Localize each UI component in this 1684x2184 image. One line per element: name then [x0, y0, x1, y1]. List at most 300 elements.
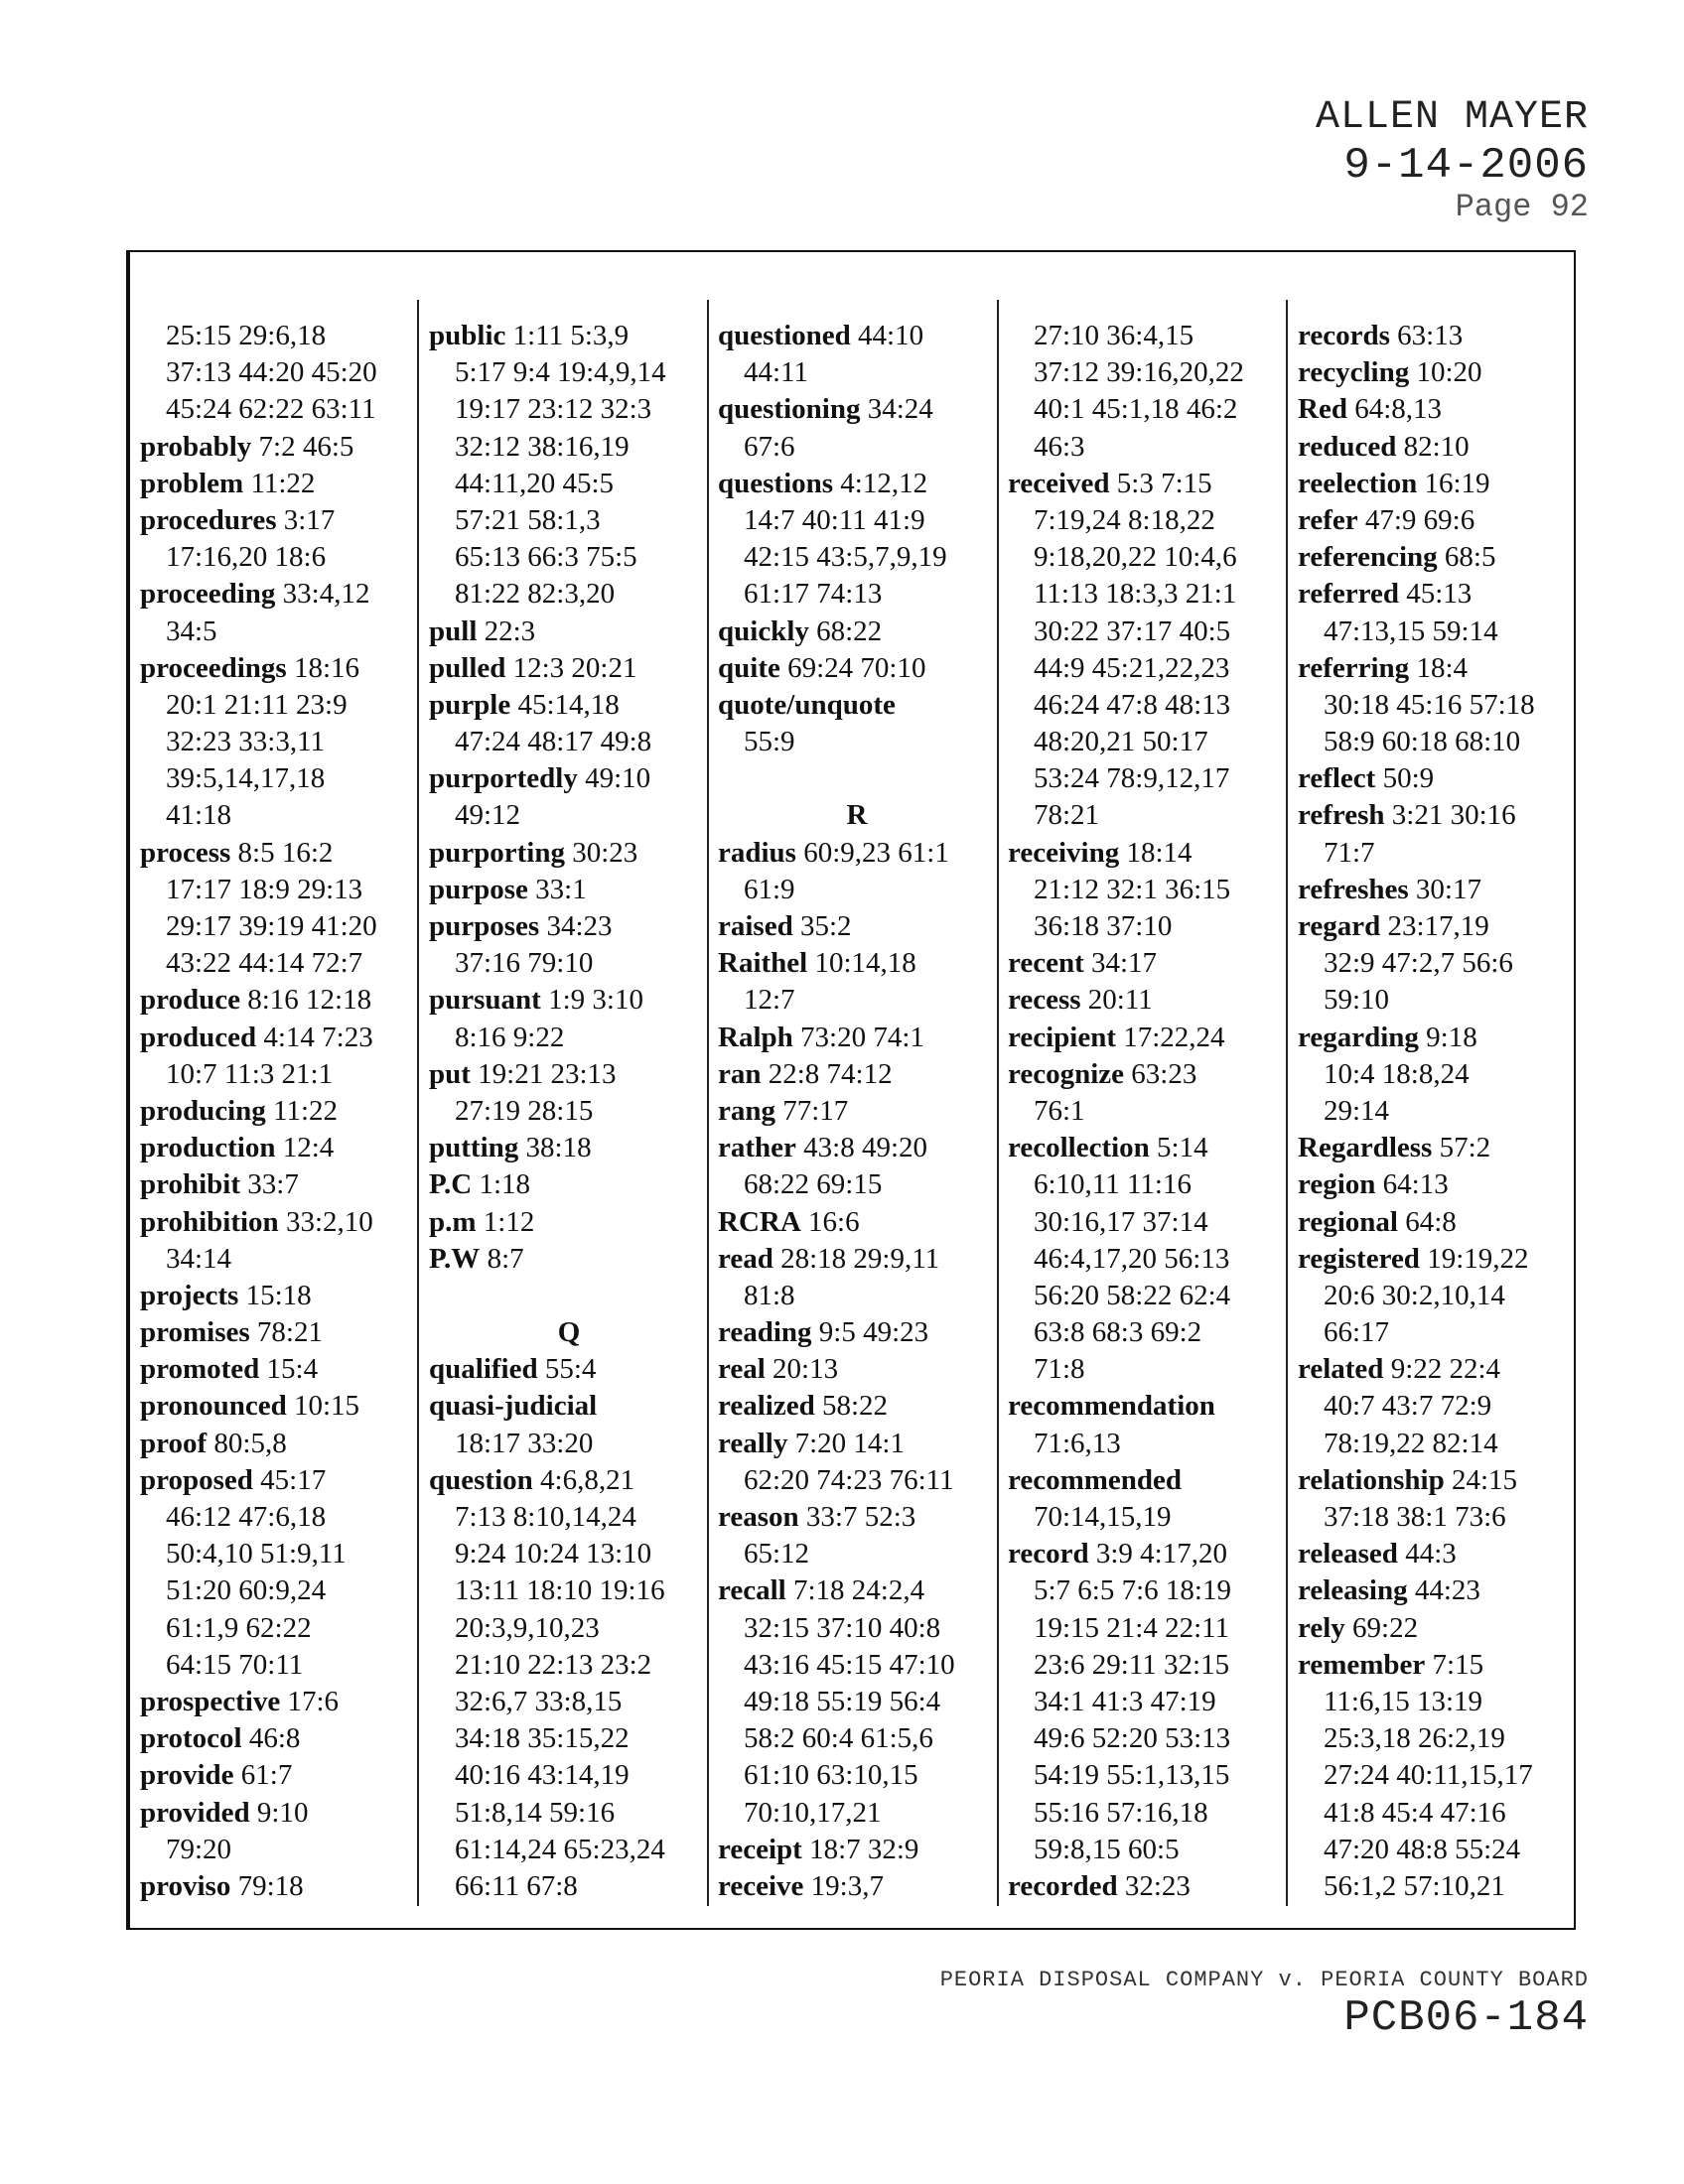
page-line-refs: 23:17,19 — [1380, 910, 1489, 942]
index-entry — [140, 1462, 418, 1499]
index-continuation: 46:24 47:8 48:13 — [1034, 688, 1231, 721]
index-entry — [429, 1388, 709, 1425]
page-line-refs: 9:5 49:23 — [811, 1316, 929, 1349]
index-term: raised — [718, 910, 793, 942]
index-term: referring — [1298, 651, 1410, 684]
column-divider — [417, 300, 419, 1906]
index-entry — [718, 318, 996, 354]
page-line-refs: 68:22 — [808, 614, 883, 647]
page-line-refs: 78:21 — [249, 1316, 323, 1349]
index-term: proof — [140, 1427, 208, 1459]
index-term: p.m — [429, 1205, 477, 1238]
index-continuation: 51:8,14 59:16 — [455, 1796, 616, 1829]
deposition-date: 9-14-2006 — [1343, 141, 1589, 191]
index-box — [126, 250, 1576, 1930]
index-term: read — [718, 1242, 773, 1275]
index-entry — [429, 687, 709, 724]
page-line-refs: 80:5,8 — [207, 1427, 287, 1459]
index-entry — [429, 835, 709, 872]
index-entry — [140, 1166, 418, 1203]
index-term: questions — [718, 467, 834, 499]
index-continuation: 76:1 — [1034, 1094, 1085, 1127]
index-continuation: 66:17 — [1324, 1316, 1390, 1349]
index-continuation: 59:10 — [1324, 984, 1390, 1017]
index-continuation: 70:14,15,19 — [1034, 1501, 1172, 1533]
index-continuation: 71:7 — [1324, 836, 1375, 869]
index-term: procedures — [140, 503, 277, 536]
index-entry — [429, 650, 709, 687]
index-continuation: 56:20 58:22 62:4 — [1034, 1279, 1231, 1311]
index-entry — [1008, 1020, 1288, 1056]
index-continuation: 34:5 — [166, 614, 217, 647]
column-divider — [1286, 300, 1288, 1906]
page-line-refs: 5:14 — [1149, 1132, 1208, 1164]
page-line-refs: 73:20 74:1 — [792, 1021, 924, 1053]
index-entry — [140, 1351, 418, 1388]
index-continuation: 78:21 — [1034, 799, 1100, 832]
column-divider — [707, 300, 709, 1906]
index-continuation: 32:6,7 33:8,15 — [455, 1685, 623, 1717]
index-term: Regardless — [1298, 1132, 1433, 1164]
index-entry — [140, 1314, 418, 1351]
index-term: purportedly — [429, 762, 578, 795]
page-line-refs: 20:13 — [765, 1353, 839, 1386]
page-line-refs: 45:13 — [1398, 578, 1473, 611]
index-continuation: 43:22 44:14 72:7 — [166, 947, 363, 980]
index-continuation: 61:10 63:10,15 — [744, 1759, 918, 1792]
index-term: produce — [140, 984, 240, 1017]
index-term: purposes — [429, 910, 540, 942]
page-line-refs: 4:6,8,21 — [532, 1463, 635, 1496]
index-entry — [140, 1388, 418, 1425]
index-term: reflect — [1298, 762, 1376, 795]
index-term: regard — [1298, 910, 1381, 942]
page-line-refs: 77:17 — [775, 1094, 849, 1127]
index-term: Ralph — [718, 1021, 793, 1053]
index-entry — [429, 760, 709, 797]
index-continuation: 30:18 45:16 57:18 — [1324, 688, 1535, 721]
index-continuation: 30:16,17 37:14 — [1034, 1205, 1208, 1238]
index-continuation: 34:14 — [166, 1242, 232, 1275]
index-continuation: 61:9 — [744, 873, 795, 905]
index-continuation: 10:7 11:3 21:1 — [166, 1057, 334, 1090]
page-line-refs: 43:8 49:20 — [795, 1132, 928, 1164]
index-term: recipient — [1008, 1021, 1116, 1053]
page-line-refs: 68:5 — [1437, 541, 1496, 574]
index-continuation: 23:6 29:11 32:15 — [1034, 1648, 1230, 1681]
index-term: protocol — [140, 1722, 242, 1755]
index-term: put — [429, 1057, 471, 1090]
index-entry — [718, 1499, 996, 1536]
index-continuation: 18:17 33:20 — [455, 1427, 594, 1459]
index-term: quite — [718, 651, 780, 684]
page-line-refs: 16:19 — [1417, 467, 1490, 499]
index-continuation: 56:1,2 57:10,21 — [1324, 1869, 1505, 1902]
page-line-refs: 5:3 7:15 — [1109, 467, 1212, 499]
index-continuation: 36:18 37:10 — [1034, 910, 1173, 942]
index-continuation: 11:6,15 13:19 — [1324, 1685, 1483, 1717]
index-term: recent — [1008, 947, 1084, 980]
index-entry — [1298, 539, 1574, 576]
page-line-refs: 60:9,23 61:1 — [795, 836, 949, 869]
page-line-refs: 11:22 — [265, 1094, 339, 1127]
index-entry — [1298, 466, 1574, 502]
index-term: qualified — [429, 1353, 538, 1386]
index-term: rang — [718, 1094, 775, 1127]
index-term: problem — [140, 467, 244, 499]
index-term: prospective — [140, 1685, 281, 1717]
index-term: P.W — [429, 1242, 481, 1275]
index-entry — [1298, 502, 1574, 539]
index-continuation: 44:11 — [744, 356, 808, 389]
index-continuation: 29:17 39:19 41:20 — [166, 910, 377, 942]
index-entry — [140, 1868, 418, 1905]
page-line-refs: 15:18 — [238, 1279, 312, 1311]
index-continuation: 55:16 57:16,18 — [1034, 1796, 1208, 1829]
index-term: recess — [1008, 984, 1081, 1017]
index-term: referred — [1298, 578, 1399, 611]
page-line-refs: 9:22 22:4 — [1383, 1353, 1501, 1386]
index-continuation: 59:8,15 60:5 — [1034, 1833, 1180, 1865]
index-continuation: 61:17 74:13 — [744, 578, 883, 611]
index-entry — [1008, 1536, 1288, 1572]
index-term: recollection — [1008, 1132, 1150, 1164]
index-term: reduced — [1298, 430, 1397, 463]
index-term: produced — [140, 1021, 257, 1053]
index-continuation: 8:16 9:22 — [455, 1021, 565, 1053]
index-term: reason — [718, 1501, 799, 1533]
index-entry — [718, 1020, 996, 1056]
page-line-refs: 4:14 7:23 — [256, 1021, 373, 1053]
page-line-refs: 63:13 — [1389, 320, 1464, 351]
index-entry — [1298, 908, 1574, 945]
index-term: refer — [1298, 503, 1358, 536]
page-line-refs: 7:15 — [1425, 1648, 1484, 1681]
index-continuation: 6:10,11 11:16 — [1034, 1168, 1192, 1201]
page-line-refs: 15:4 — [259, 1353, 319, 1386]
index-continuation: 20:3,9,10,23 — [455, 1611, 600, 1644]
index-continuation: 44:9 45:21,22,23 — [1034, 651, 1230, 684]
index-term: production — [140, 1132, 276, 1164]
index-term: recall — [718, 1574, 786, 1607]
page-line-refs: 34:24 — [860, 393, 933, 426]
index-entry — [140, 466, 418, 502]
index-term: promises — [140, 1316, 250, 1349]
blank-line — [429, 1278, 709, 1314]
index-entry — [718, 1056, 996, 1093]
index-entry — [429, 1130, 709, 1166]
index-continuation: 32:12 38:16,19 — [455, 430, 630, 463]
index-term: refreshes — [1298, 873, 1409, 905]
index-term: proposed — [140, 1463, 253, 1496]
index-continuation: 9:18,20,22 10:4,6 — [1034, 541, 1237, 574]
index-entry — [1298, 650, 1574, 687]
section-letter: R — [846, 799, 868, 832]
index-continuation: 48:20,21 50:17 — [1034, 726, 1208, 758]
index-entry — [140, 1426, 418, 1462]
index-entry — [140, 982, 418, 1019]
page-line-refs: 82:10 — [1396, 430, 1470, 463]
page-line-refs: 64:13 — [1375, 1168, 1449, 1201]
page-line-refs: 69:24 70:10 — [779, 651, 926, 684]
index-column-5 — [1298, 318, 1574, 1905]
page-line-refs: 32:23 — [1117, 1869, 1191, 1902]
index-continuation: 46:3 — [1034, 430, 1085, 463]
page-line-refs: 44:10 — [850, 320, 924, 351]
index-term: regional — [1298, 1205, 1398, 1238]
index-term: rather — [718, 1132, 796, 1164]
page-line-refs: 1:11 5:3,9 — [505, 320, 630, 351]
index-continuation: 49:18 55:19 56:4 — [744, 1685, 941, 1717]
index-continuation: 43:16 45:15 47:10 — [744, 1648, 955, 1681]
page-line-refs: 22:8 74:12 — [761, 1057, 893, 1090]
index-term: regarding — [1298, 1021, 1419, 1053]
index-entry — [718, 908, 996, 945]
index-continuation: 12:7 — [744, 984, 795, 1017]
index-term: quote/unquote — [718, 688, 896, 721]
page-line-refs: 18:14 — [1119, 836, 1193, 869]
index-entry — [718, 1426, 996, 1462]
index-entry — [718, 1314, 996, 1351]
index-continuation: 61:1,9 62:22 — [166, 1611, 312, 1644]
page-number: Page 92 — [1455, 189, 1589, 225]
index-continuation: 17:17 18:9 29:13 — [166, 873, 363, 905]
page-line-refs: 4:12,12 — [833, 467, 928, 499]
index-column-1 — [140, 318, 418, 1905]
index-term: prohibit — [140, 1168, 241, 1201]
index-term: prohibition — [140, 1205, 279, 1238]
index-continuation: 58:2 60:4 61:5,6 — [744, 1722, 933, 1755]
index-continuation: 47:24 48:17 49:8 — [455, 726, 652, 758]
index-term: releasing — [1298, 1574, 1408, 1607]
index-entry — [429, 872, 709, 908]
page-line-refs: 45:17 — [252, 1463, 327, 1496]
page-line-refs: 1:18 — [472, 1168, 531, 1201]
page-line-refs: 24:15 — [1444, 1463, 1518, 1496]
page-line-refs: 1:12 — [476, 1205, 535, 1238]
index-term: region — [1298, 1168, 1376, 1201]
index-continuation: 54:19 55:1,13,15 — [1034, 1759, 1230, 1792]
index-entry — [140, 429, 418, 466]
index-term: ran — [718, 1057, 762, 1090]
index-entry — [140, 835, 418, 872]
index-continuation: 29:14 — [1324, 1094, 1390, 1127]
page-line-refs: 10:20 — [1409, 356, 1482, 389]
page-line-refs: 30:17 — [1408, 873, 1481, 905]
page-line-refs: 33:4,12 — [275, 578, 370, 611]
index-continuation: 21:10 22:13 23:2 — [455, 1648, 652, 1681]
page-line-refs: 3:9 4:17,20 — [1088, 1538, 1227, 1570]
witness-name: ALLEN MAYER — [1315, 95, 1589, 140]
index-continuation: 78:19,22 82:14 — [1324, 1427, 1498, 1459]
index-continuation: 37:16 79:10 — [455, 947, 594, 980]
page-line-refs: 1:9 3:10 — [540, 984, 643, 1017]
index-term: purple — [429, 688, 511, 721]
page-line-refs: 44:23 — [1407, 1574, 1480, 1607]
index-term: probably — [140, 430, 252, 463]
index-term: projects — [140, 1279, 239, 1311]
index-entry — [429, 982, 709, 1019]
index-entry — [1008, 945, 1288, 982]
index-continuation: 19:15 21:4 22:11 — [1034, 1611, 1230, 1644]
index-continuation: 79:20 — [166, 1833, 232, 1865]
page-line-refs: 12:4 — [275, 1132, 335, 1164]
page-line-refs: 61:7 — [233, 1759, 293, 1792]
index-continuation: 40:1 45:1,18 46:2 — [1034, 393, 1238, 426]
index-entry — [1008, 982, 1288, 1019]
index-term: proceeding — [140, 578, 276, 611]
page-line-refs: 8:7 — [480, 1242, 524, 1275]
index-continuation: 68:22 69:15 — [744, 1168, 883, 1201]
index-continuation: 63:8 68:3 69:2 — [1034, 1316, 1202, 1349]
index-term: real — [718, 1353, 766, 1386]
blank-line — [718, 760, 996, 797]
index-term: referencing — [1298, 541, 1438, 574]
page-line-refs: 55:4 — [537, 1353, 597, 1386]
index-continuation: 5:17 9:4 19:4,9,14 — [455, 356, 666, 389]
index-entry — [1008, 835, 1288, 872]
page-line-refs: 33:7 — [240, 1168, 299, 1201]
index-continuation: 11:13 18:3,3 21:1 — [1034, 578, 1237, 611]
index-term: promoted — [140, 1353, 260, 1386]
index-continuation: 27:24 40:11,15,17 — [1324, 1759, 1533, 1792]
index-entry — [429, 1204, 709, 1241]
case-caption: PEORIA DISPOSAL COMPANY v. PEORIA COUNTY BOARD — [939, 1968, 1589, 1992]
index-term: quickly — [718, 614, 809, 647]
index-term: reelection — [1298, 467, 1418, 499]
index-continuation: 42:15 43:5,7,9,19 — [744, 541, 947, 574]
page-line-refs: 58:22 — [814, 1390, 889, 1423]
index-term: purpose — [429, 873, 528, 905]
page-line-refs: 10:14,18 — [807, 947, 916, 980]
index-entry — [140, 1278, 418, 1314]
page-line-refs: 19:19,22 — [1419, 1242, 1529, 1275]
index-entry — [1298, 1610, 1574, 1647]
page-line-refs: 7:20 14:1 — [787, 1427, 905, 1459]
index-term: reading — [718, 1316, 812, 1349]
index-term: recommended — [1008, 1463, 1183, 1496]
index-entry — [1298, 872, 1574, 908]
index-term: questioning — [718, 393, 861, 426]
page-line-refs: 18:7 32:9 — [801, 1833, 919, 1865]
index-term: pulled — [429, 651, 506, 684]
column-divider — [997, 300, 999, 1906]
index-entry — [718, 1351, 996, 1388]
index-entry — [429, 908, 709, 945]
index-entry — [718, 1204, 996, 1241]
index-term: receive — [718, 1869, 804, 1902]
page-line-refs: 3:17 — [276, 503, 336, 536]
index-entry — [140, 502, 418, 539]
index-term: provide — [140, 1759, 234, 1792]
index-entry — [718, 466, 996, 502]
index-continuation: 49:6 52:20 53:13 — [1034, 1722, 1231, 1755]
index-entry — [1298, 354, 1574, 391]
index-continuation: 19:17 23:12 32:3 — [455, 393, 652, 426]
index-continuation: 45:24 62:22 63:11 — [166, 393, 376, 426]
index-continuation: 10:4 18:8,24 — [1324, 1057, 1470, 1090]
index-continuation: 14:7 40:11 41:9 — [744, 503, 925, 536]
index-entry — [1298, 1462, 1574, 1499]
index-entry — [429, 1056, 709, 1093]
index-column-2 — [429, 318, 709, 1905]
index-term: proceedings — [140, 651, 287, 684]
index-entry — [140, 576, 418, 613]
index-term: records — [1298, 320, 1390, 351]
index-term: question — [429, 1463, 533, 1496]
index-continuation: 32:15 37:10 40:8 — [744, 1611, 941, 1644]
index-entry — [429, 614, 709, 650]
index-continuation: 32:23 33:3,11 — [166, 726, 326, 758]
page-line-refs: 7:2 46:5 — [251, 430, 354, 463]
index-continuation: 30:22 37:17 40:5 — [1034, 614, 1231, 647]
index-entry — [1298, 760, 1574, 797]
index-entry — [1008, 1056, 1288, 1093]
index-continuation: 51:20 60:9,24 — [166, 1574, 327, 1607]
page-line-refs: 30:23 — [564, 836, 638, 869]
index-continuation: 40:16 43:14,19 — [455, 1759, 630, 1792]
index-entry — [1298, 318, 1574, 354]
index-continuation: 65:12 — [744, 1538, 810, 1570]
index-entry — [1008, 1868, 1288, 1905]
section-letter: Q — [557, 1316, 581, 1349]
index-continuation: 50:4,10 51:9,11 — [166, 1538, 347, 1570]
index-continuation: 34:18 35:15,22 — [455, 1722, 630, 1755]
index-continuation: 71:8 — [1034, 1353, 1085, 1386]
index-continuation: 9:24 10:24 13:10 — [455, 1538, 652, 1570]
index-entry — [1298, 1351, 1574, 1388]
page-line-refs: 69:22 — [1344, 1611, 1419, 1644]
index-continuation: 46:4,17,20 56:13 — [1034, 1242, 1230, 1275]
index-entry — [140, 650, 418, 687]
index-column-4 — [1008, 318, 1288, 1905]
index-entry — [1298, 1204, 1574, 1241]
index-continuation: 65:13 66:3 75:5 — [455, 541, 637, 574]
index-term: registered — [1298, 1242, 1420, 1275]
index-entry — [429, 1166, 709, 1203]
index-term: rely — [1298, 1611, 1345, 1644]
index-continuation: 71:6,13 — [1034, 1427, 1121, 1459]
index-entry — [1008, 1388, 1288, 1425]
index-entry — [1008, 1130, 1288, 1166]
page-line-refs: 16:6 — [800, 1205, 860, 1238]
index-term: receiving — [1008, 836, 1120, 869]
index-entry — [718, 835, 996, 872]
index-continuation: 66:11 67:8 — [455, 1869, 578, 1902]
page-line-refs: 33:1 — [527, 873, 587, 905]
index-continuation: 20:6 30:2,10,14 — [1324, 1279, 1505, 1311]
page-line-refs: 8:5 16:2 — [230, 836, 334, 869]
index-entry — [718, 1832, 996, 1868]
page-line-refs: 11:22 — [243, 467, 316, 499]
index-term: recommendation — [1008, 1390, 1215, 1423]
page-line-refs: 17:6 — [280, 1685, 340, 1717]
index-continuation: 53:24 78:9,12,17 — [1034, 762, 1230, 795]
page-line-refs: 19:21 23:13 — [470, 1057, 617, 1090]
page-line-refs: 49:10 — [577, 762, 651, 795]
index-continuation: 49:12 — [455, 799, 521, 832]
index-continuation: 67:6 — [744, 430, 795, 463]
index-term: really — [718, 1427, 788, 1459]
index-entry — [140, 1204, 418, 1241]
index-term: pursuant — [429, 984, 541, 1017]
index-entry — [718, 391, 996, 428]
page-line-refs: 8:16 12:18 — [239, 984, 372, 1017]
index-continuation: 7:13 8:10,14,24 — [455, 1501, 636, 1533]
page-line-refs: 47:9 69:6 — [1357, 503, 1475, 536]
page-line-refs: 9:10 — [249, 1796, 309, 1829]
page-line-refs: 17:22,24 — [1116, 1021, 1225, 1053]
